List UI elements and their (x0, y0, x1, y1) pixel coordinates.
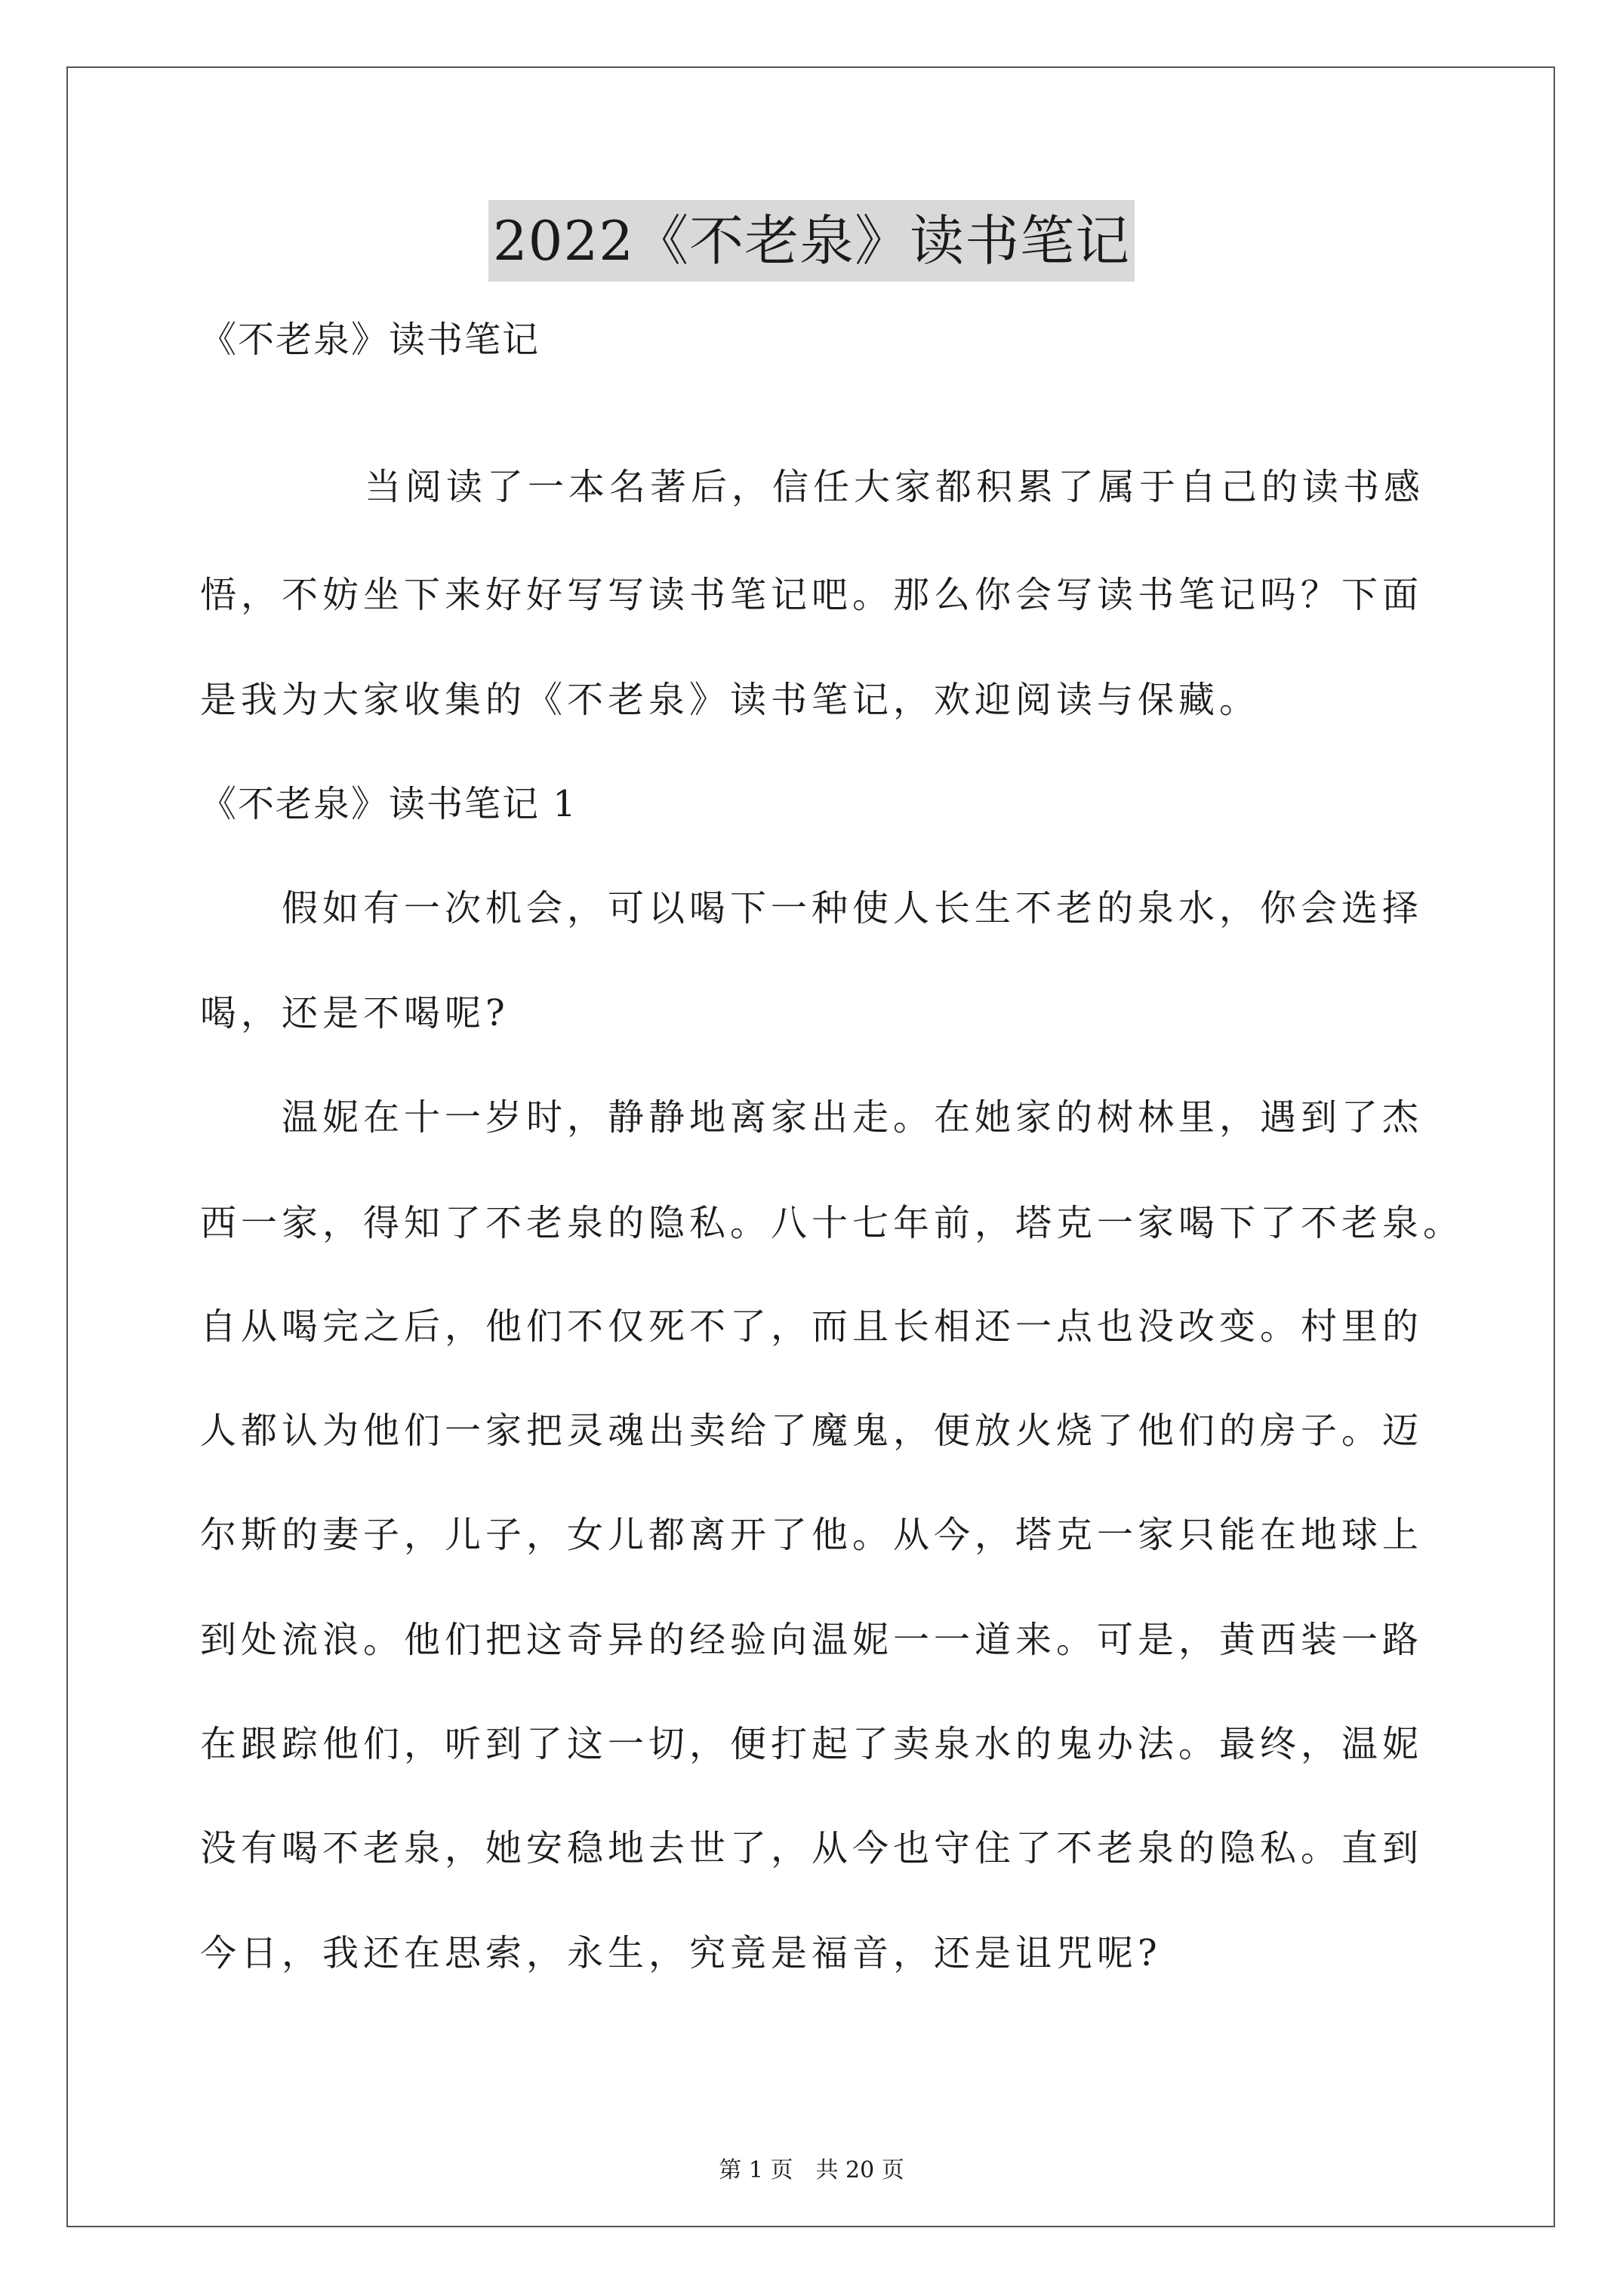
paragraph-line: 假如有一次机会，可以喝下一种使人长生不老的泉水，你会选择 (282, 887, 1424, 929)
paragraph-line: 悟，不妨坐下来好好写写读书笔记吧。那么你会写读书笔记吗？下面 (200, 574, 1424, 616)
paragraph-line: 喝，还是不喝呢? (200, 992, 510, 1034)
page-border (66, 66, 1555, 2227)
document-title: 2022《不老泉》读书笔记 (488, 200, 1135, 282)
paragraph-line: 西一家，得知了不老泉的隐私。八十七年前，塔克一家喝下了不老泉。 (200, 1202, 1464, 1244)
paragraph-line: 自从喝完之后，他们不仅死不了，而且长相还一点也没改变。村里的 (200, 1305, 1424, 1348)
section-heading-1: 《不老泉》读书笔记 1 (200, 783, 577, 825)
paragraph-line: 在跟踪他们，听到了这一切，便打起了卖泉水的鬼办法。最终，温妮 (200, 1723, 1424, 1765)
section-heading-intro: 《不老泉》读书笔记 (200, 319, 540, 361)
paragraph-line: 到处流浪。他们把这奇异的经验向温妮一一道来。可是，黄西装一路 (200, 1619, 1424, 1661)
paragraph-line: 温妮在十一岁时，静静地离家出走。在她家的树林里，遇到了杰 (282, 1096, 1424, 1139)
paragraph-line: 尔斯的妻子，儿子，女儿都离开了他。从今，塔克一家只能在地球上 (200, 1514, 1424, 1556)
document-title-wrap (0, 200, 1623, 283)
page-footer: 第 1 页 共 20 页 (719, 2157, 904, 2184)
paragraph-line: 人都认为他们一家把灵魂出卖给了魔鬼，便放火烧了他们的房子。迈 (200, 1410, 1424, 1452)
paragraph-line: 今日，我还在思索，永生，究竟是福音，还是诅咒呢? (200, 1932, 1162, 1974)
paragraph-line: 是我为大家收集的《不老泉》读书笔记，欢迎阅读与保藏。 (200, 679, 1261, 721)
paragraph-line: 当阅读了一本名著后，信任大家都积累了属于自己的读书感 (365, 466, 1425, 508)
paragraph-line: 没有喝不老泉，她安稳地去世了，从今也守住了不老泉的隐私。直到 (200, 1827, 1424, 1869)
